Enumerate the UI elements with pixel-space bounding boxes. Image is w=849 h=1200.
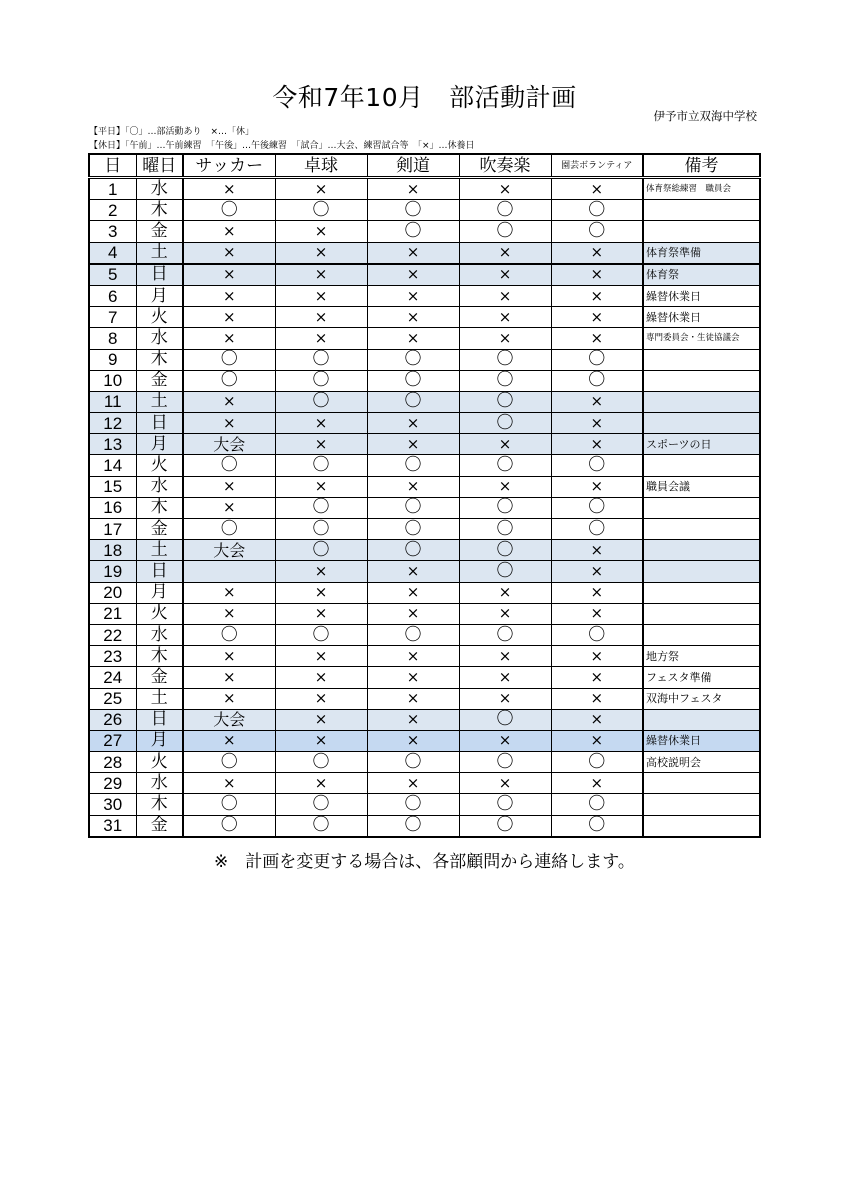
legend-weekday: 【平日】「〇」…部活動あり ×…「休」 [89, 127, 255, 137]
weekday-cell: 水 [136, 178, 183, 200]
table-row [89, 688, 760, 709]
day-cell: 12 [89, 413, 136, 434]
soccer-cell: 〇 [183, 370, 275, 391]
table-tennis-cell: 〇 [275, 200, 367, 221]
page-title: 令和7年10月 部活動計画 [272, 83, 577, 112]
brass-band-cell: 〇 [459, 752, 551, 773]
brass-band-cell: 〇 [459, 370, 551, 391]
weekday-cell: 木 [136, 349, 183, 370]
table-row [89, 264, 760, 286]
notes-cell: 繰替休業日 [643, 307, 760, 328]
soccer-cell: 〇 [183, 752, 275, 773]
soccer-cell: × [183, 646, 275, 667]
notes-cell [643, 391, 760, 412]
notes-cell [643, 200, 760, 221]
brass-band-cell: 〇 [459, 794, 551, 815]
table-row [89, 476, 760, 497]
day-cell: 25 [89, 688, 136, 709]
notes-cell [643, 540, 760, 561]
notes-cell [643, 709, 760, 730]
brass-band-cell: 〇 [459, 413, 551, 434]
soccer-cell: × [183, 413, 275, 434]
table-row [89, 497, 760, 518]
soccer-cell: × [183, 328, 275, 349]
table-row [89, 752, 760, 773]
brass-band-cell: × [459, 646, 551, 667]
table-row [89, 815, 760, 837]
soccer-cell: 〇 [183, 794, 275, 815]
notes-cell [643, 603, 760, 624]
day-cell: 8 [89, 328, 136, 349]
col-header-weekday: 曜日 [136, 154, 183, 178]
kendo-cell: × [367, 646, 459, 667]
kendo-cell: × [367, 242, 459, 264]
brass-band-cell: × [459, 667, 551, 688]
gardening-volunteer-cell: × [551, 646, 643, 667]
table-tennis-cell: 〇 [275, 391, 367, 412]
day-cell: 6 [89, 285, 136, 306]
weekday-cell: 火 [136, 752, 183, 773]
notes-cell: スポーツの日 [643, 434, 760, 455]
kendo-cell: × [367, 328, 459, 349]
legend-holiday: 【休日】「午前」…午前練習 「午後」…午後練習 「試合」…大会、練習試合等 「×」…休養日 [89, 141, 475, 151]
col-header-gardening-volunteer: 園芸ボランティア [551, 154, 643, 178]
soccer-cell: × [183, 603, 275, 624]
day-cell: 10 [89, 370, 136, 391]
day-cell: 2 [89, 200, 136, 221]
table-row [89, 794, 760, 815]
gardening-volunteer-cell: 〇 [551, 519, 643, 540]
table-row [89, 285, 760, 306]
gardening-volunteer-cell: × [551, 688, 643, 709]
table-row [89, 434, 760, 455]
gardening-volunteer-cell: × [551, 264, 643, 286]
day-cell: 20 [89, 582, 136, 603]
weekday-cell: 日 [136, 561, 183, 582]
day-cell: 4 [89, 242, 136, 264]
gardening-volunteer-cell: 〇 [551, 200, 643, 221]
soccer-cell: × [183, 730, 275, 751]
notes-cell [643, 497, 760, 518]
weekday-cell: 木 [136, 794, 183, 815]
brass-band-cell: × [459, 582, 551, 603]
soccer-cell: × [183, 307, 275, 328]
weekday-cell: 水 [136, 328, 183, 349]
weekday-cell: 日 [136, 709, 183, 730]
weekday-cell: 金 [136, 815, 183, 837]
gardening-volunteer-cell: 〇 [551, 370, 643, 391]
col-header-day: 日 [89, 154, 136, 178]
school-name: 伊予市立双海中学校 [653, 109, 757, 123]
day-cell: 5 [89, 264, 136, 286]
brass-band-cell: × [459, 603, 551, 624]
gardening-volunteer-cell: × [551, 730, 643, 751]
soccer-cell: × [183, 582, 275, 603]
day-cell: 27 [89, 730, 136, 751]
gardening-volunteer-cell: × [551, 391, 643, 412]
weekday-cell: 木 [136, 646, 183, 667]
table-tennis-cell: 〇 [275, 455, 367, 476]
day-cell: 18 [89, 540, 136, 561]
day-cell: 31 [89, 815, 136, 837]
table-row [89, 455, 760, 476]
club-activity-table [88, 153, 761, 838]
brass-band-cell: 〇 [459, 624, 551, 645]
notes-cell [643, 773, 760, 794]
kendo-cell: × [367, 561, 459, 582]
weekday-cell: 金 [136, 667, 183, 688]
kendo-cell: × [367, 264, 459, 286]
kendo-cell: 〇 [367, 455, 459, 476]
brass-band-cell: × [459, 476, 551, 497]
weekday-cell: 金 [136, 221, 183, 242]
kendo-cell: × [367, 413, 459, 434]
table-tennis-cell: × [275, 413, 367, 434]
brass-band-cell: 〇 [459, 455, 551, 476]
day-cell: 26 [89, 709, 136, 730]
kendo-cell: × [367, 434, 459, 455]
soccer-cell: 〇 [183, 519, 275, 540]
table-row [89, 200, 760, 221]
day-cell: 7 [89, 307, 136, 328]
gardening-volunteer-cell: × [551, 561, 643, 582]
weekday-cell: 土 [136, 242, 183, 264]
table-tennis-cell: × [275, 285, 367, 306]
day-cell: 16 [89, 497, 136, 518]
table-row [89, 391, 760, 412]
table-tennis-cell: × [275, 307, 367, 328]
table-tennis-cell: 〇 [275, 519, 367, 540]
kendo-cell: × [367, 667, 459, 688]
day-cell: 24 [89, 667, 136, 688]
notes-cell: 繰替休業日 [643, 730, 760, 751]
gardening-volunteer-cell: × [551, 242, 643, 264]
kendo-cell: 〇 [367, 221, 459, 242]
kendo-cell: × [367, 773, 459, 794]
brass-band-cell: 〇 [459, 709, 551, 730]
notes-cell: 高校説明会 [643, 752, 760, 773]
weekday-cell: 月 [136, 582, 183, 603]
soccer-cell: × [183, 221, 275, 242]
kendo-cell: 〇 [367, 370, 459, 391]
weekday-cell: 日 [136, 264, 183, 286]
table-row [89, 709, 760, 730]
brass-band-cell: 〇 [459, 815, 551, 837]
table-row [89, 540, 760, 561]
gardening-volunteer-cell: × [551, 328, 643, 349]
col-header-brass-band: 吹奏楽 [459, 154, 551, 178]
day-cell: 13 [89, 434, 136, 455]
table-row [89, 221, 760, 242]
notes-cell [643, 561, 760, 582]
brass-band-cell: × [459, 242, 551, 264]
gardening-volunteer-cell: × [551, 603, 643, 624]
gardening-volunteer-cell: × [551, 413, 643, 434]
kendo-cell: × [367, 603, 459, 624]
weekday-cell: 金 [136, 370, 183, 391]
notes-cell: 体育祭準備 [643, 242, 760, 264]
table-tennis-cell: × [275, 434, 367, 455]
soccer-cell: × [183, 773, 275, 794]
notes-cell: 専門委員会・生徒協議会 [643, 328, 760, 349]
day-cell: 29 [89, 773, 136, 794]
day-cell: 17 [89, 519, 136, 540]
gardening-volunteer-cell: 〇 [551, 349, 643, 370]
table-tennis-cell: × [275, 730, 367, 751]
kendo-cell: 〇 [367, 349, 459, 370]
kendo-cell: 〇 [367, 391, 459, 412]
kendo-cell: 〇 [367, 497, 459, 518]
gardening-volunteer-cell: 〇 [551, 624, 643, 645]
day-cell: 21 [89, 603, 136, 624]
table-tennis-cell: 〇 [275, 794, 367, 815]
table-row [89, 349, 760, 370]
soccer-cell: × [183, 391, 275, 412]
table-row [89, 582, 760, 603]
col-header-kendo: 剣道 [367, 154, 459, 178]
kendo-cell: × [367, 307, 459, 328]
brass-band-cell: × [459, 328, 551, 349]
table-tennis-cell: × [275, 242, 367, 264]
table-tennis-cell: × [275, 667, 367, 688]
notes-cell [643, 221, 760, 242]
table-tennis-cell: 〇 [275, 370, 367, 391]
day-cell: 28 [89, 752, 136, 773]
soccer-cell: × [183, 667, 275, 688]
brass-band-cell: × [459, 264, 551, 286]
gardening-volunteer-cell: × [551, 540, 643, 561]
table-row [89, 646, 760, 667]
notes-cell: 体育祭総練習 職員会 [643, 178, 760, 200]
table-tennis-cell: × [275, 603, 367, 624]
soccer-cell: × [183, 688, 275, 709]
table-row [89, 603, 760, 624]
table-tennis-cell: × [275, 688, 367, 709]
brass-band-cell: × [459, 285, 551, 306]
soccer-cell: × [183, 476, 275, 497]
soccer-cell: 大会 [183, 540, 275, 561]
gardening-volunteer-cell: × [551, 709, 643, 730]
table-tennis-cell: × [275, 221, 367, 242]
notes-cell: 地方祭 [643, 646, 760, 667]
table-tennis-cell: 〇 [275, 752, 367, 773]
soccer-cell: × [183, 178, 275, 200]
kendo-cell: 〇 [367, 200, 459, 221]
kendo-cell: 〇 [367, 624, 459, 645]
gardening-volunteer-cell: × [551, 178, 643, 200]
gardening-volunteer-cell: × [551, 434, 643, 455]
soccer-cell: × [183, 264, 275, 286]
weekday-cell: 土 [136, 688, 183, 709]
brass-band-cell: × [459, 307, 551, 328]
table-row [89, 178, 760, 200]
soccer-cell: 〇 [183, 349, 275, 370]
day-cell: 14 [89, 455, 136, 476]
col-header-notes: 備考 [643, 154, 760, 178]
gardening-volunteer-cell: × [551, 285, 643, 306]
table-row [89, 730, 760, 751]
kendo-cell: × [367, 178, 459, 200]
table-tennis-cell: × [275, 582, 367, 603]
gardening-volunteer-cell: 〇 [551, 455, 643, 476]
footnote: ※ 計画を変更する場合は、各部顧問から連絡します。 [214, 852, 635, 872]
table-tennis-cell: × [275, 709, 367, 730]
kendo-cell: 〇 [367, 540, 459, 561]
day-cell: 23 [89, 646, 136, 667]
table-tennis-cell: × [275, 328, 367, 349]
weekday-cell: 土 [136, 540, 183, 561]
notes-cell [643, 815, 760, 837]
kendo-cell: 〇 [367, 794, 459, 815]
kendo-cell: × [367, 582, 459, 603]
gardening-volunteer-cell: × [551, 476, 643, 497]
table-row [89, 773, 760, 794]
gardening-volunteer-cell: 〇 [551, 221, 643, 242]
notes-cell [643, 370, 760, 391]
day-cell: 3 [89, 221, 136, 242]
table-tennis-cell: 〇 [275, 624, 367, 645]
day-cell: 22 [89, 624, 136, 645]
soccer-cell: 〇 [183, 624, 275, 645]
weekday-cell: 月 [136, 730, 183, 751]
brass-band-cell: 〇 [459, 497, 551, 518]
table-tennis-cell: 〇 [275, 540, 367, 561]
table-tennis-cell: 〇 [275, 349, 367, 370]
brass-band-cell: 〇 [459, 391, 551, 412]
table-row [89, 242, 760, 264]
notes-cell: 双海中フェスタ [643, 688, 760, 709]
table-tennis-cell: × [275, 773, 367, 794]
soccer-cell: 大会 [183, 709, 275, 730]
brass-band-cell: 〇 [459, 540, 551, 561]
gardening-volunteer-cell: × [551, 667, 643, 688]
brass-band-cell: × [459, 773, 551, 794]
gardening-volunteer-cell: 〇 [551, 752, 643, 773]
gardening-volunteer-cell: 〇 [551, 497, 643, 518]
soccer-cell: × [183, 285, 275, 306]
day-cell: 30 [89, 794, 136, 815]
table-tennis-cell: 〇 [275, 497, 367, 518]
notes-cell [643, 519, 760, 540]
table-row [89, 624, 760, 645]
brass-band-cell: 〇 [459, 349, 551, 370]
weekday-cell: 火 [136, 307, 183, 328]
notes-cell: 職員会議 [643, 476, 760, 497]
weekday-cell: 金 [136, 519, 183, 540]
kendo-cell: 〇 [367, 815, 459, 837]
gardening-volunteer-cell: × [551, 582, 643, 603]
brass-band-cell: 〇 [459, 221, 551, 242]
brass-band-cell: 〇 [459, 519, 551, 540]
weekday-cell: 水 [136, 773, 183, 794]
gardening-volunteer-cell: × [551, 307, 643, 328]
notes-cell [643, 624, 760, 645]
soccer-cell: 〇 [183, 815, 275, 837]
weekday-cell: 月 [136, 434, 183, 455]
notes-cell [643, 582, 760, 603]
soccer-cell: × [183, 497, 275, 518]
weekday-cell: 水 [136, 476, 183, 497]
kendo-cell: × [367, 730, 459, 751]
notes-cell [643, 455, 760, 476]
notes-cell [643, 349, 760, 370]
kendo-cell: 〇 [367, 752, 459, 773]
soccer-cell: 大会 [183, 434, 275, 455]
table-row [89, 413, 760, 434]
brass-band-cell: × [459, 178, 551, 200]
weekday-cell: 月 [136, 285, 183, 306]
kendo-cell: 〇 [367, 519, 459, 540]
kendo-cell: × [367, 688, 459, 709]
table-tennis-cell: × [275, 561, 367, 582]
notes-cell: 繰替休業日 [643, 285, 760, 306]
weekday-cell: 土 [136, 391, 183, 412]
table-tennis-cell: 〇 [275, 815, 367, 837]
col-header-soccer: サッカー [183, 154, 275, 178]
weekday-cell: 火 [136, 455, 183, 476]
gardening-volunteer-cell: 〇 [551, 815, 643, 837]
table-row [89, 370, 760, 391]
soccer-cell: × [183, 242, 275, 264]
soccer-cell: 〇 [183, 455, 275, 476]
table-tennis-cell: × [275, 646, 367, 667]
brass-band-cell: × [459, 730, 551, 751]
brass-band-cell: 〇 [459, 200, 551, 221]
gardening-volunteer-cell: 〇 [551, 794, 643, 815]
table-tennis-cell: × [275, 476, 367, 497]
soccer-cell: 〇 [183, 200, 275, 221]
kendo-cell: × [367, 476, 459, 497]
kendo-cell: × [367, 709, 459, 730]
day-cell: 19 [89, 561, 136, 582]
weekday-cell: 火 [136, 603, 183, 624]
col-header-table-tennis: 卓球 [275, 154, 367, 178]
weekday-cell: 木 [136, 200, 183, 221]
brass-band-cell: 〇 [459, 561, 551, 582]
brass-band-cell: × [459, 688, 551, 709]
table-row [89, 519, 760, 540]
header-row [89, 154, 760, 178]
table-tennis-cell: × [275, 178, 367, 200]
day-cell: 11 [89, 391, 136, 412]
weekday-cell: 水 [136, 624, 183, 645]
table-row [89, 328, 760, 349]
notes-cell: フェスタ準備 [643, 667, 760, 688]
table-tennis-cell: × [275, 264, 367, 286]
notes-cell [643, 413, 760, 434]
soccer-cell [183, 561, 275, 582]
kendo-cell: × [367, 285, 459, 306]
notes-cell [643, 794, 760, 815]
table-row [89, 307, 760, 328]
table-row [89, 561, 760, 582]
day-cell: 15 [89, 476, 136, 497]
gardening-volunteer-cell: × [551, 773, 643, 794]
day-cell: 9 [89, 349, 136, 370]
weekday-cell: 木 [136, 497, 183, 518]
notes-cell: 体育祭 [643, 264, 760, 286]
weekday-cell: 日 [136, 413, 183, 434]
brass-band-cell: × [459, 434, 551, 455]
day-cell: 1 [89, 178, 136, 200]
table-row [89, 667, 760, 688]
